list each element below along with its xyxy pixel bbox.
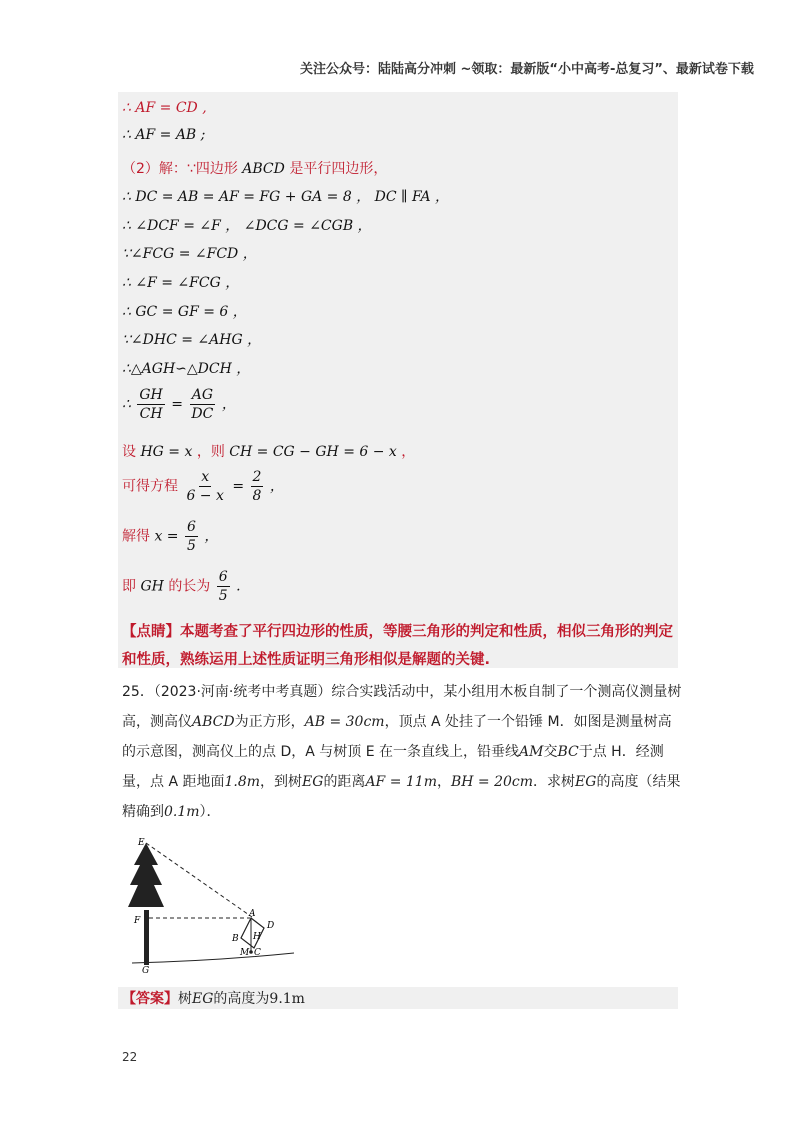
tree-measurement-figure: [124, 835, 304, 975]
denominator: 5: [186, 538, 196, 554]
solution-line-11: [122, 386, 236, 423]
problem-text: ，: [436, 774, 451, 790]
answer-text: 树: [178, 991, 192, 1007]
problem-text: 为正方形，: [234, 714, 305, 730]
fraction-x: [184, 468, 225, 505]
page-header: 关注公众号：陆陆高分冲刺 ~领取：最新版“小中高考-总复习”、最新试卷下载: [300, 62, 754, 77]
problem-math: BH = 20cm: [450, 774, 534, 790]
line-13-cn: 可得方程: [122, 478, 178, 495]
numerator: 6: [186, 519, 196, 535]
denominator: 8: [252, 488, 262, 504]
label-c: C: [254, 948, 261, 958]
line-3-math: ABCD: [237, 161, 290, 177]
denominator: DC: [191, 406, 214, 422]
problem-math: BC: [557, 744, 579, 760]
solution-line-10: ∴△AGH∽△DCH ，: [122, 361, 251, 377]
numerator: x: [201, 469, 210, 485]
answer-tag: 【答案】: [122, 991, 178, 1007]
solution-line-8: ∴ GC = GF = 6 ，: [122, 304, 247, 320]
label-h: H: [253, 932, 261, 942]
answer-math: EG: [192, 991, 214, 1007]
problem-math: 1.8m: [224, 774, 261, 790]
fraction-2-8: [251, 468, 264, 505]
problem-math: AB = 30cm: [304, 714, 385, 730]
tree-trunk: [144, 910, 149, 965]
solution-line-9: ∵∠DHC = ∠AHG ，: [122, 332, 262, 348]
line-15-math: GH: [140, 578, 164, 595]
denominator: CH: [139, 406, 163, 422]
problem-math: AF = 11m: [365, 774, 437, 790]
problem-text: 的距离: [323, 774, 366, 790]
label-a: A: [249, 909, 256, 919]
line-3-suffix: 是平行四边形，: [289, 161, 388, 177]
problem-text: ．求树: [533, 774, 576, 790]
fraction-ag-dc: [189, 386, 215, 423]
solution-line-7: ∴ ∠F = ∠FCG ，: [122, 275, 240, 291]
line-11-suffix: ，: [221, 396, 236, 413]
label-e: E: [138, 838, 145, 848]
solution-line-4: ∴ DC = AB = AF = FG + GA = 8 ， DC ∥ FA ，: [122, 189, 450, 205]
solution-line-2: ∴ AF = AB ;: [122, 127, 206, 143]
line-15-cn-1: 即: [122, 578, 136, 595]
fraction-6-5: [185, 518, 198, 555]
problem-text: 的高度（结果精确到: [122, 774, 681, 820]
line-12-cn-3: ，: [401, 444, 416, 460]
problem-text: ，顶点 A 处挂了一个铅锤 M．如图是测量树高的示意图，测高仪上的点 D，A 与树顶 E 在一条直线上，铅垂线: [122, 714, 672, 760]
line-12-cn-2: ，则: [196, 444, 225, 460]
problem-text: 25．（2023·河南·统考中考真题）综合实践活动中，某小组用木板自制了一个测高仪测量树高，测高仪: [122, 684, 682, 730]
numerator: 2: [252, 469, 262, 485]
problem-math: 0.1m: [164, 804, 200, 820]
comment-note: 【点睛】本题考查了平行四边形的性质，等腰三角形的判定和性质，相似三角形的判定和性质，熟练运用上述性质证明三角形相似是解题的关键.: [122, 624, 673, 668]
problem-math: EG: [575, 774, 597, 790]
line-14-lhs: x =: [154, 528, 179, 545]
solution-line-3: [122, 158, 387, 178]
problem-math: AM: [519, 744, 544, 760]
label-g: G: [142, 966, 150, 975]
problem-math: EG: [302, 774, 324, 790]
line-12-math-2: CH = CG − GH = 6 − x: [224, 444, 402, 460]
line-13-suffix: ，: [269, 478, 284, 495]
problem-25: [122, 677, 682, 827]
answer-line: [122, 988, 305, 1008]
problem-math: ABCD: [192, 714, 235, 730]
solution-line-6: ∵∠FCG = ∠FCD ，: [122, 246, 257, 262]
problem-text: ）．: [199, 804, 221, 820]
line-12-math-1: HG = x: [136, 444, 197, 460]
equals-sign: =: [232, 478, 245, 495]
line-3-prefix: （2）解：∵四边形: [122, 161, 238, 177]
line-14-suffix: ，: [204, 528, 219, 545]
plumb-weight: [249, 950, 253, 954]
line-11-prefix: ∴: [122, 396, 131, 413]
solution-line-14: [122, 518, 218, 555]
solution-line-1: ∴ AF = CD ,: [122, 100, 207, 116]
solution-line-13: [122, 468, 284, 505]
label-d: D: [267, 921, 275, 931]
line-15-cn-2: 的长为: [168, 578, 211, 595]
numerator: GH: [139, 387, 163, 403]
label-b: B: [232, 934, 239, 944]
problem-text: ，到树: [260, 774, 303, 790]
denominator: 6 − x: [186, 488, 224, 504]
numerator: 6: [218, 569, 228, 585]
solution-line-15: [122, 568, 241, 605]
page-number: 22: [122, 1050, 138, 1064]
solution-line-5: ∴ ∠DCF = ∠F ， ∠DCG = ∠CGB ，: [122, 218, 372, 234]
equals-sign: =: [171, 396, 183, 413]
problem-text: 于点 H．经测量，点 A 距地面: [122, 744, 664, 790]
label-f: F: [134, 916, 141, 926]
tree-crown: [128, 843, 164, 907]
fraction-gh-ch: [137, 386, 164, 423]
line-12-cn-1: 设: [122, 444, 136, 460]
fraction-6-5-result: [217, 568, 230, 605]
solution-line-12: [122, 441, 415, 461]
line-15-suffix: .: [236, 578, 241, 595]
label-m: M: [240, 948, 250, 958]
line-14-cn: 解得: [122, 528, 150, 545]
numerator: AG: [191, 387, 214, 403]
answer-value: 9.1m: [269, 991, 305, 1007]
ground-line: [132, 953, 294, 963]
answer-text: 的高度为: [213, 991, 270, 1007]
problem-text: 交: [543, 744, 558, 760]
denominator: 5: [218, 588, 228, 604]
